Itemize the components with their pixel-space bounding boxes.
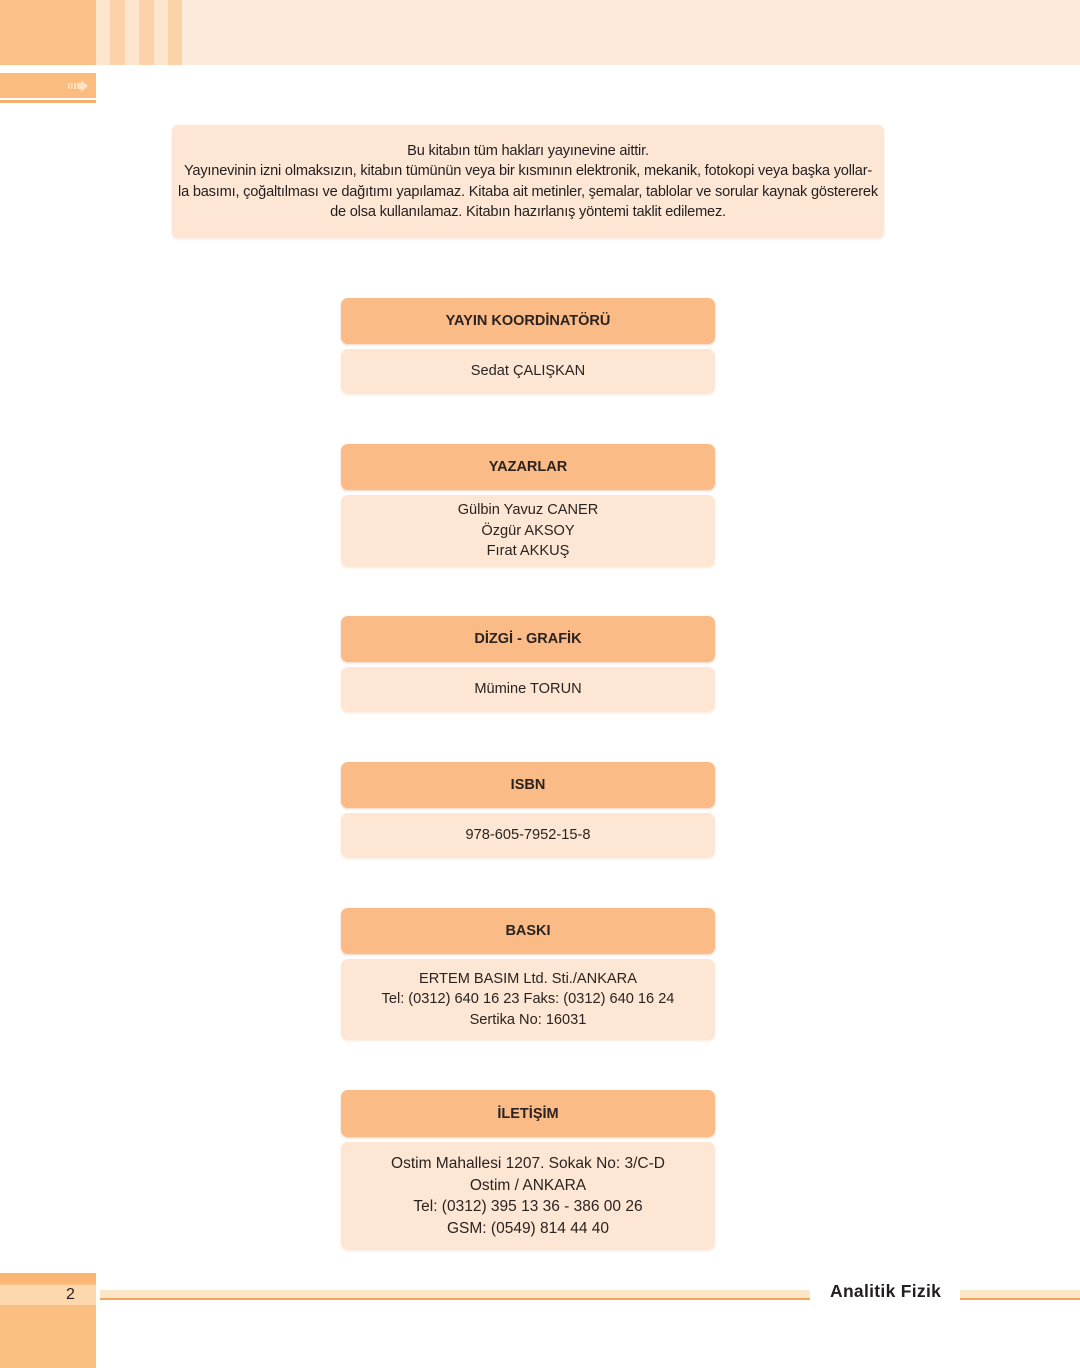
- footer-rule-left: [100, 1290, 810, 1300]
- section-body: [341, 349, 715, 394]
- section-line: Sertika No: 16031: [469, 1011, 587, 1028]
- header-stripe: [168, 0, 182, 65]
- section-line: Mümine TORUN: [474, 681, 582, 698]
- section-title: YAYIN KOORDİNATÖRÜ: [341, 298, 715, 344]
- section-body: [341, 1142, 715, 1250]
- author-name: Gülbin Yavuz CANER: [457, 502, 599, 519]
- section-title: ISBN: [341, 762, 715, 808]
- section-line: Tel: (0312) 640 16 23 Faks: (0312) 640 16 24: [381, 991, 675, 1008]
- contact-city: Ostim / ANKARA: [469, 1176, 587, 1194]
- book-title: Analitik Fizik: [830, 1281, 942, 1301]
- footer-corner-top: [0, 1273, 96, 1283]
- header-stripe: [154, 0, 168, 65]
- header-stripe: [139, 0, 154, 65]
- notice-line: Yayınevinin izni olmaksızın, kitabın tümünün veya bir kısmının elektronik, mekanik, fotokopi veya başka yollar-: [183, 163, 873, 179]
- page-number: 2: [66, 1286, 75, 1303]
- isbn-value: 978-605-7952-15-8: [465, 827, 591, 844]
- section-body: [341, 959, 715, 1040]
- header-stripe: [125, 0, 139, 65]
- header-arrow-underline: [0, 100, 96, 103]
- section-line: Sedat ÇALIŞKAN: [470, 363, 586, 380]
- section-typesetting: [341, 616, 715, 712]
- footer-page-band: [0, 1285, 96, 1305]
- contact-phone: Tel: (0312) 395 13 36 - 386 00 26: [413, 1198, 643, 1215]
- section-line: ERTEM BASIM Ltd. Sti./ANKARA: [419, 970, 637, 987]
- section-isbn: [341, 762, 715, 858]
- header-corner-block: [0, 0, 96, 65]
- section-body: [341, 667, 715, 712]
- notice-line: de olsa kullanılamaz. Kitabın hazırlanış yöntemi taklit edilemez.: [330, 204, 726, 220]
- section-contact: [341, 1090, 715, 1250]
- header-stripe: [110, 0, 125, 65]
- header-stripe: [96, 0, 110, 65]
- section-coordinator: [341, 298, 715, 394]
- double-arrow-right-icon: [66, 79, 94, 93]
- contact-gsm: GSM: (0549) 814 44 40: [447, 1219, 609, 1237]
- contact-address: Ostim Mahallesi 1207. Sokak No: 3/C-D: [391, 1155, 665, 1172]
- section-title: YAZARLAR: [341, 444, 715, 490]
- notice-line: la basımı, çoğaltılması ve dağıtımı yapılamaz. Kitaba ait metinler, şemalar, tablolar ve sorular kaynak göstererek: [178, 183, 878, 200]
- section-authors: [341, 444, 715, 567]
- section-body: [341, 813, 715, 858]
- author-name: Özgür AKSOY: [481, 522, 575, 539]
- author-name: Fırat AKKUŞ: [486, 543, 570, 560]
- notice-line: Bu kitabın tüm hakları yayınevine aittir.: [407, 142, 649, 159]
- copyright-notice: [172, 125, 884, 238]
- section-title: İLETİŞİM: [341, 1090, 715, 1137]
- section-body: [341, 495, 715, 567]
- section-printing: [341, 908, 715, 1040]
- section-title: DİZGİ - GRAFİK: [341, 616, 715, 662]
- footer-rule-right: [960, 1290, 1080, 1300]
- section-title: BASKI: [341, 908, 715, 954]
